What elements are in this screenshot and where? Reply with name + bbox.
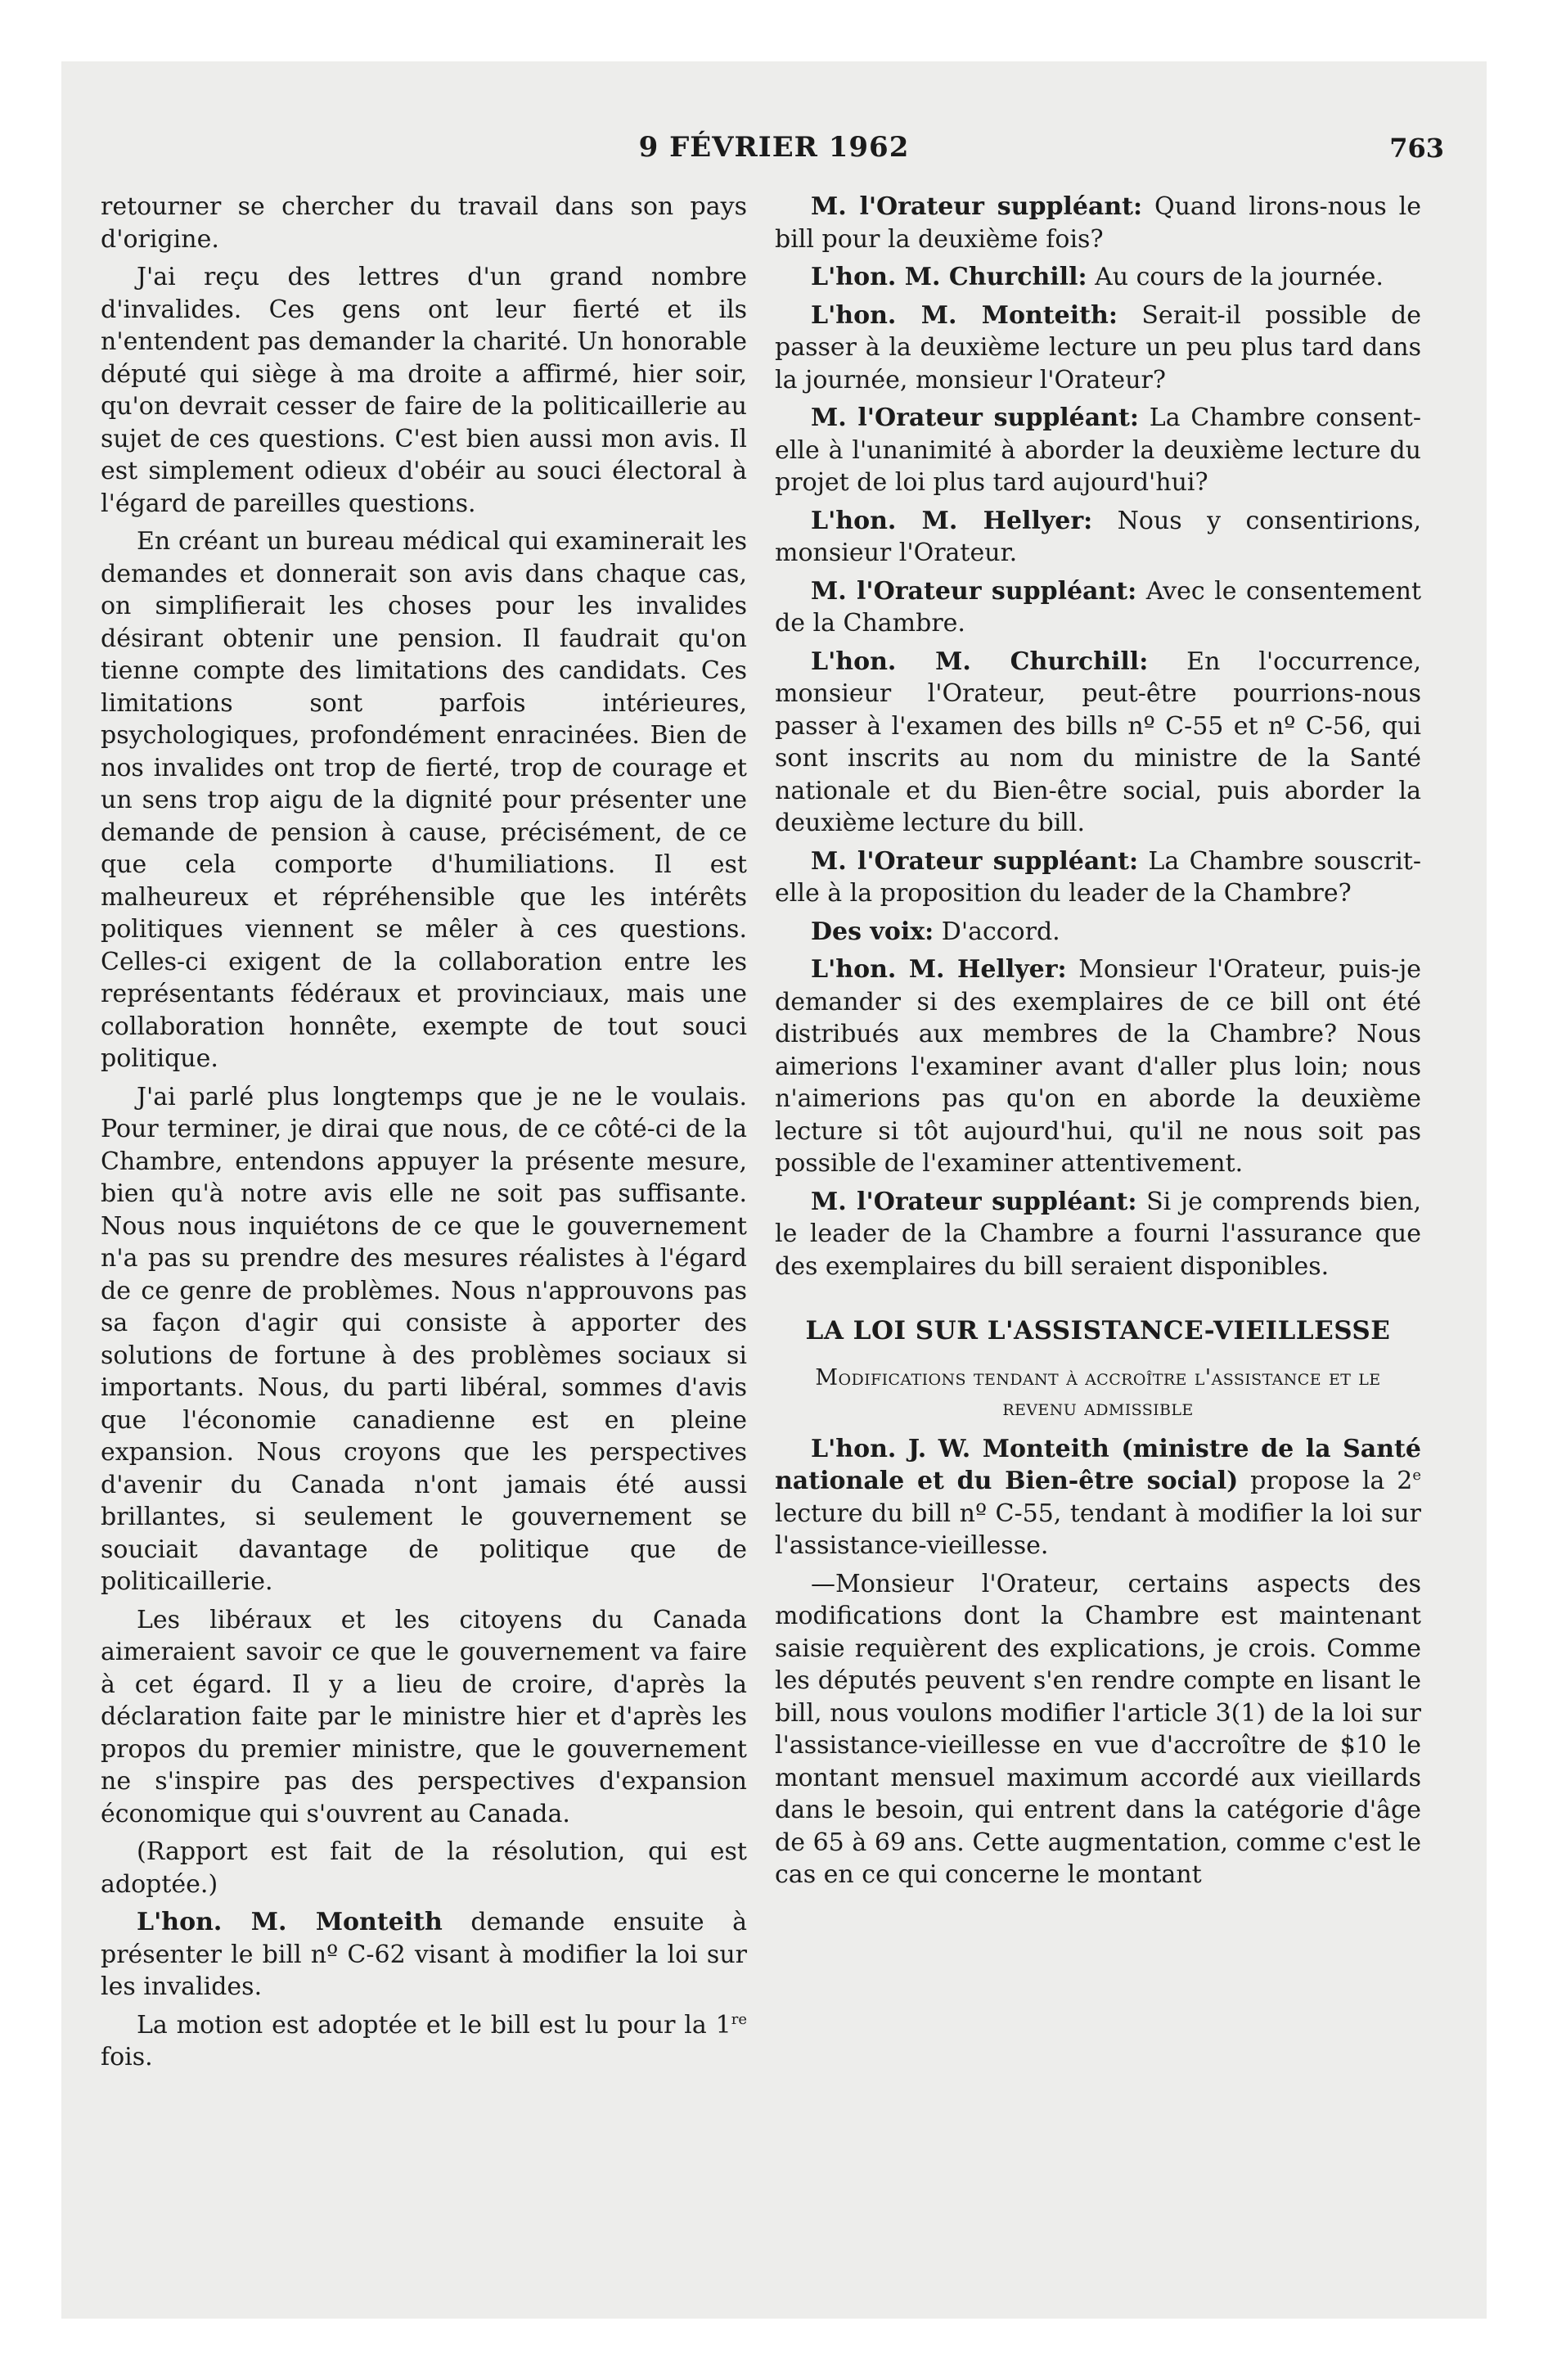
- paragraph: J'ai parlé plus longtemps que je ne le voulais. Pour terminer, je dirai que nous, de ce côté-ci de la Chambre, entendons appuyer la présente mesure, bien qu'à notre avis elle ne soit pas suffisante. Nous nous inquiétons de ce que le gouvernement n'a pas su prendre des mesures réalistes à l'égard de ce genre de problèmes. Nous n'approuvons pas sa façon d'agir qui consiste à apporter des solutions de fortune à des problèmes sociaux si importants. Nous, du parti libéral, sommes d'avis que l'économie canadienne est en pleine expansion. Nous croyons que les perspectives d'avenir du Canada n'ont jamais été aussi brillantes, si seulement le gouvernement se souciait davantage de politique que de politicaillerie.: [101, 1082, 747, 1596]
- paragraph: En créant un bureau médical qui examinerait les demandes et donnerait son avis dans chaque cas, on simplifierait les choses pour les invalides désirant obtenir une pension. Il faudrait qu'on tienne compte des limitations des candidats. Ces limitations sont parfois intérieures, psychologiques, profondément enracinées. Bien de nos invalides ont trop de fierté, trop de courage et un sens trop aigu de la dignité pour présenter une demande de pension à cause, précisément, de ce que cela comporte d'humiliations. Il est malheureux et répréhensible que les intérêts politiques viennent se mêler à ces questions. Celles-ci exigent de la collaboration entre les représentants fédéraux et provinciaux, mais une collaboration honnête, exempte de tout souci politique.: [101, 527, 747, 1073]
- paragraph: J'ai reçu des lettres d'un grand nombre d'invalides. Ces gens ont leur fierté et ils n'entendent pas demander la charité. Un honorable député qui siège à ma droite a affirmé, hier soir, qu'on devrait cesser de faire de la politicaillerie au sujet de ces questions. C'est bien aussi mon avis. Il est simplement odieux d'obéir au souci électoral à l'égard de pareilles questions.: [101, 263, 747, 518]
- section-subtitle: Modifications tendant à accroître l'assistance et le revenu admissible: [815, 1364, 1381, 1421]
- speaker-name: L'hon. M. Churchill:: [811, 263, 1087, 291]
- speaker-name: M. l'Orateur suppléant:: [811, 192, 1143, 221]
- speech-text: La Chambre souscrit-elle à la proposition du leader de la Chambre?: [775, 846, 1421, 908]
- paragraph: [775, 402, 1421, 499]
- speaker-name: L'hon. M. Hellyer:: [811, 506, 1093, 535]
- speech-text: D'accord.: [934, 917, 1060, 946]
- paragraph: [775, 575, 1421, 640]
- paragraph: [775, 916, 1421, 949]
- speaker-name: L'hon. J. W. Monteith (ministre de la Santé nationale et du Bien-être social): [775, 1434, 1421, 1495]
- paragraph: —Monsieur l'Orateur, certains aspects des modifications dont la Chambre est maintenant saisie requièrent des explications, je crois. Comme les députés peuvent s'en rendre compte en lisant le bill, nous voulons modifier l'article 3(1) de la loi sur l'assistance-vieillesse en vue d'accroître de $10 le montant mensuel maximum accordé aux vieillards dans le besoin, qui entrent dans la catégorie d'âge de 65 à 69 ans. Cette augmentation, comme c'est le cas en ce qui concerne le montant: [775, 1569, 1421, 1889]
- speech-text: Si je comprends bien, le leader de la Chambre a fourni l'assurance que des exemplaires du bill seraient disponibles.: [775, 1187, 1421, 1281]
- speaker-name: L'hon. M. Churchill:: [811, 647, 1149, 676]
- speech-text: En l'occurrence, monsieur l'Orateur, peut-être pourrions-nous passer à l'examen des bills nº C-55 et nº C-56, qui sont inscrits au nom du ministre de la Santé nationale et du Bien-être social, puis aborder la deuxième lecture du bill.: [775, 647, 1421, 837]
- header-date: 9 FÉVRIER 1962: [638, 131, 910, 164]
- paragraph: Les libéraux et les citoyens du Canada aimeraient savoir ce que le gouvernement va faire à cet égard. Il y a lieu de croire, d'après la déclaration faite par le ministre hier et d'après les propos du premier ministre, que le gouvernement ne s'inspire pas des perspectives d'expansion économique qui s'ouvrent au Canada.: [101, 1605, 747, 1828]
- paragraph: (Rapport est fait de la résolution, qui est adoptée.): [101, 1837, 747, 1899]
- paragraph: [775, 1186, 1421, 1283]
- paragraph: retourner se chercher du travail dans son pays d'origine.: [101, 192, 747, 254]
- speech-text: Avec le consentement de la Chambre.: [775, 576, 1421, 638]
- paragraph: [775, 191, 1421, 255]
- paragraph: [101, 1906, 747, 2004]
- speaker-name: M. l'Orateur suppléant:: [811, 1187, 1137, 1216]
- paragraph: [775, 953, 1421, 1180]
- document-page: [61, 61, 1487, 2319]
- speaker-name: L'hon. M. Monteith:: [811, 300, 1118, 330]
- paragraph: [775, 1433, 1421, 1562]
- speech-text: Nous y consentirions, monsieur l'Orateur.: [775, 506, 1422, 567]
- left-column: [101, 191, 747, 2080]
- superscript: re: [731, 2010, 747, 2028]
- speech-text: demande ensuite à présenter le bill nº C-62 visant à modifier la loi sur les invalides.: [101, 1908, 747, 2001]
- right-column: [775, 191, 1421, 1897]
- speech-text: propose la 2: [1238, 1467, 1413, 1495]
- speaker-name: M. l'Orateur suppléant:: [811, 403, 1139, 432]
- superscript: e: [1412, 1467, 1421, 1484]
- paragraph: [775, 261, 1421, 294]
- speaker-name: M. l'Orateur suppléant:: [811, 576, 1137, 606]
- speech-text: La motion est adoptée et le bill est lu pour la 1: [137, 2010, 731, 2040]
- speech-text: La Chambre consent-elle à l'unanimité à aborder la deuxième lecture du projet de loi plus tard aujourd'hui?: [775, 403, 1422, 497]
- paragraph: [775, 505, 1421, 570]
- paragraph: [775, 646, 1421, 840]
- page-header: [61, 61, 1487, 209]
- page-number: 763: [1389, 133, 1444, 164]
- speaker-name: L'hon. M. Monteith: [137, 1908, 443, 1936]
- paragraph: [775, 300, 1421, 397]
- speech-text: Au cours de la journée.: [1087, 263, 1384, 291]
- paragraph: [775, 845, 1421, 910]
- speech-text: Serait-il possible de passer à la deuxième lecture un peu plus tard dans la journée, monsieur l'Orateur?: [775, 300, 1422, 394]
- speaker-name: Des voix:: [811, 917, 934, 946]
- speech-text: lecture du bill nº C-55, tendant à modifier la loi sur l'assistance-vieillesse.: [775, 1499, 1421, 1560]
- section-title: LA LOI SUR L'ASSISTANCE-VIEILLESSE: [805, 1316, 1391, 1346]
- speech-text: fois.: [101, 2043, 153, 2071]
- speech-text: Quand lirons-nous le bill pour la deuxième fois?: [775, 192, 1421, 254]
- speaker-name: L'hon. M. Hellyer:: [811, 955, 1067, 984]
- paragraph: [101, 2009, 747, 2074]
- speech-text: Monsieur l'Orateur, puis-je demander si des exemplaires de ce bill ont été distribués aux membres de la Chambre? Nous aimerions l'examiner avant d'aller plus loin; nous n'aimerions pas qu'on en aborde la deuxième lecture si tôt aujourd'hui, qu'il ne nous soit pas possible de l'examiner attentivement.: [775, 955, 1421, 1178]
- speaker-name: M. l'Orateur suppléant:: [811, 846, 1139, 876]
